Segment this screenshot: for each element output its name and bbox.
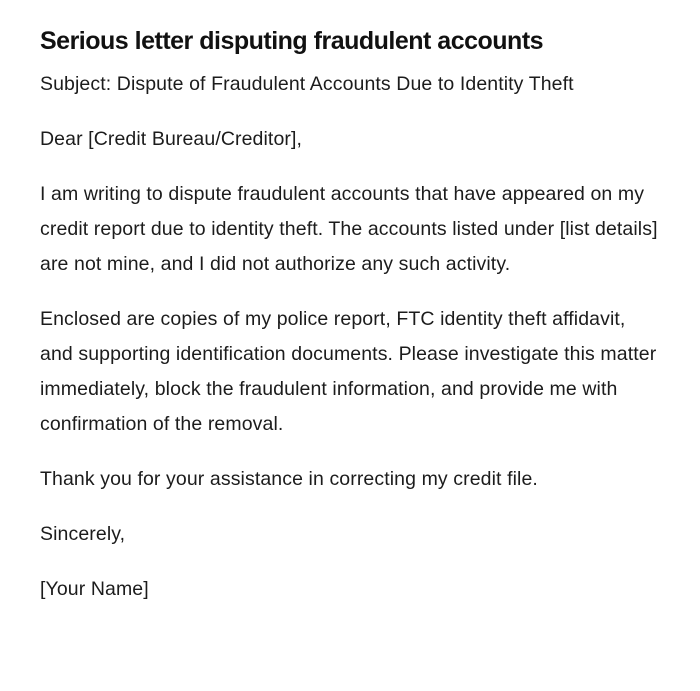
body-paragraph-1: I am writing to dispute fraudulent accounts that have appeared on my credit report due to identity theft. The accounts listed under [list details] are not mine, and I did not authorize any such activity. [40, 183, 658, 275]
signature-placeholder: [Your Name] [40, 578, 149, 600]
document-title: Serious letter disputing fraudulent accounts [40, 27, 544, 55]
salutation: Dear [Credit Bureau/Creditor], [40, 128, 303, 150]
closing: Sincerely, [40, 523, 126, 545]
subject-line: Subject: Dispute of Fraudulent Accounts Due to Identity Theft [40, 73, 574, 95]
body-paragraph-3: Thank you for your assistance in correcting my credit file. [40, 468, 538, 490]
letter [40, 24, 660, 627]
body-paragraph-2: Enclosed are copies of my police report, FTC identity theft affidavit, and supporting identification documents. Please investigate this matter immediately, block the fraudulent information, and provide me with confirmation of the removal. [40, 308, 657, 435]
